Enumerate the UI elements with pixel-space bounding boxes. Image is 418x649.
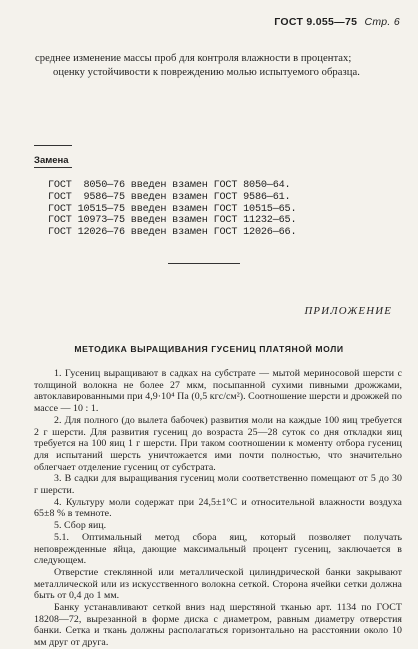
appendix-label: ПРИЛОЖЕНИЕ [304, 305, 392, 317]
paragraph: 5. Сбор яиц. [54, 520, 107, 532]
paragraph: 4. Культуру моли содержат при 24,5±1°С и относительной влажности воздуха 65±8 % в темноте. [34, 496, 402, 520]
paragraph: 3. В садки для выращивания гусениц моли соответственно помещают от 5 до 30 г шерсти. [34, 473, 402, 497]
replacement-row: ГОСТ 12026—76 введен взамен ГОСТ 12026—66. [48, 227, 297, 239]
paragraph: оценку устойчивости к повреждению молью испытуемого образца. [53, 67, 360, 79]
replacement-title: Замена [34, 155, 69, 166]
paragraph: Банку устанавливают сеткой вниз над шерстяной тканью арт. 1134 по ГОСТ 18208—72, вырезанной в форме диска с диаметром, равным диаметру отверстия банки. Сетка и ткань должны располагаться горизонтально на расстоянии около 10 мм друг от друга. [34, 602, 402, 649]
replacement-row: ГОСТ 9586—75 введен взамен ГОСТ 9586—61. [48, 191, 291, 203]
divider [34, 145, 72, 146]
section-title: МЕТОДИКА ВЫРАЩИВАНИЯ ГУСЕНИЦ ПЛАТЯНОЙ МОЛИ [74, 344, 344, 354]
replacement-list [48, 180, 296, 239]
replacement-row: ГОСТ 10515—75 введен взамен ГОСТ 10515—65. [48, 203, 297, 215]
paragraph: 2. Для полного (до вылета бабочек) развития моли на каждые 100 яиц требуется 2 г шерсти. Для развития гусениц до возраста 25—28 суток со дня откладки яиц требуется на 100 яиц 1 г шерсти. При таком соотношении к моменту отбора гусениц для испытаний шерсть уничтожается ими почти полностью, что значительно облегчает отделение гусениц от субстрата. [34, 414, 402, 473]
page-header [274, 16, 400, 28]
paragraph: среднее изменение массы проб для контроля влажности в процентах; [35, 53, 352, 64]
method-text [34, 368, 402, 649]
replacement-row: ГОСТ 8050—76 введен взамен ГОСТ 8050—64. [48, 180, 291, 191]
paragraph: Отверстие стеклянной или металлической цилиндрической банки закрывают металлической или из искусственного волокна сеткой. Сторона ячейки сетки должна быть от 0,4 до 1 мм. [34, 566, 402, 602]
page-number: Стр. 6 [364, 16, 400, 28]
standard-code: ГОСТ 9.055—75 [274, 16, 358, 28]
replacement-row: ГОСТ 10973—75 введен взамен ГОСТ 11232—65. [48, 215, 297, 227]
divider [168, 263, 240, 264]
paragraph: 5.1. Оптимальный метод сбора яиц, который позволяет получать неповрежденные яйца, дающие максимальный процент гусениц, заключается в следующем. [34, 531, 402, 567]
divider [34, 167, 72, 168]
continued-text [35, 52, 395, 80]
paragraph: 1. Гусениц выращивают в садках на субстрате — мытой мериносовой шерсти с толщиной волокна не более 27 мкм, посыпанной сухими пивными дрожжами, автоклавированными при 4,9·10⁴ Па (0,5 кгс/см²). Соотношение шерсти и дрожжей по массе — 10 : 1. [34, 368, 402, 415]
